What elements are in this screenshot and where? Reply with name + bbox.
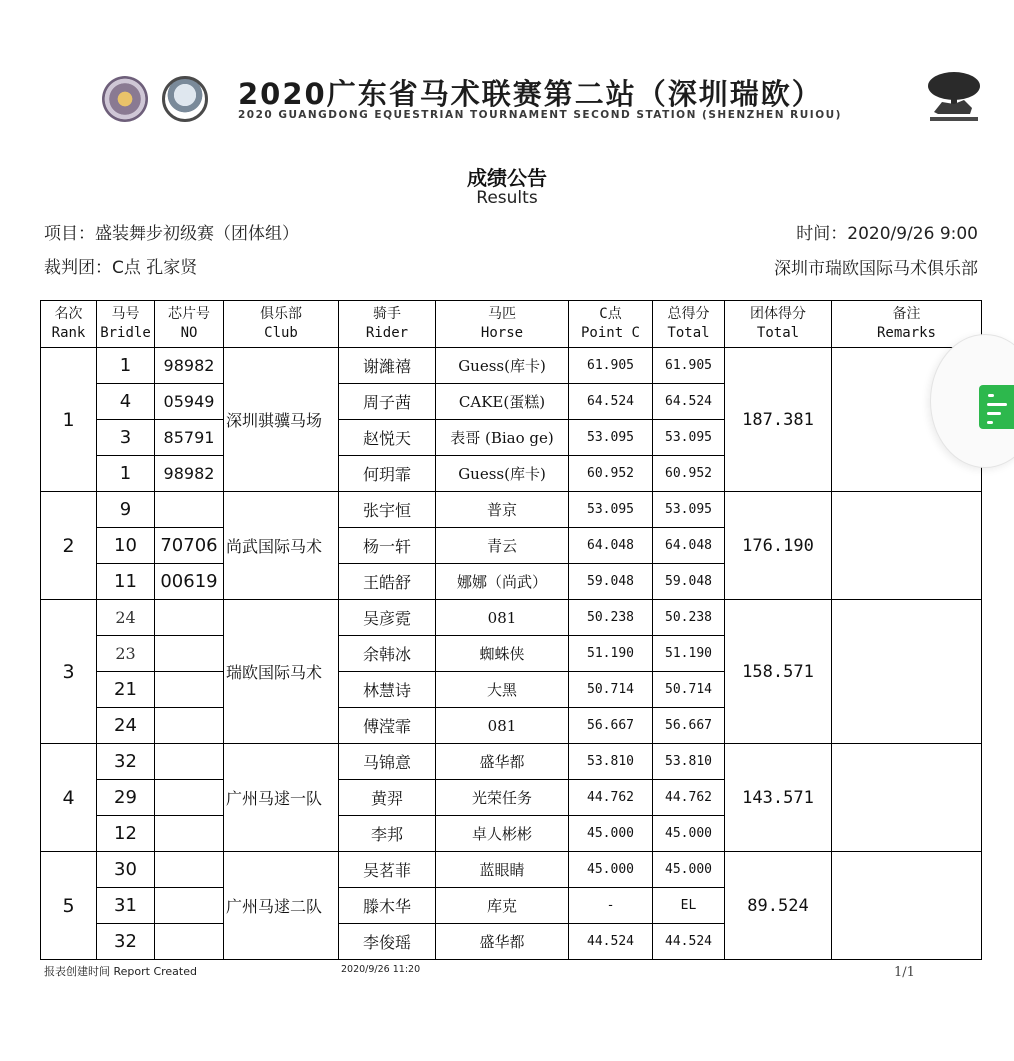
- chip-cell: 98982: [155, 456, 224, 492]
- rider-cell: 赵悦天: [339, 420, 436, 456]
- column-header: [224, 301, 339, 348]
- bridle-cell: 21: [97, 672, 155, 708]
- rank-cell: 3: [41, 600, 97, 744]
- chip-cell: 00619: [155, 564, 224, 600]
- club-cell: 广州马逑二队: [224, 852, 339, 960]
- bridle-cell: 30: [97, 852, 155, 888]
- rider-cell: 张宇恒: [339, 492, 436, 528]
- column-header: [725, 301, 832, 348]
- table-row: [41, 492, 982, 528]
- rider-cell: 黄羿: [339, 780, 436, 816]
- total-cell: 53.095: [653, 492, 725, 528]
- club-cell: 尚武国际马术: [224, 492, 339, 600]
- team-total-cell: 158.571: [725, 600, 832, 744]
- point-c-cell: 45.000: [569, 816, 653, 852]
- bridle-cell: 23: [97, 636, 155, 672]
- remarks-cell: [832, 852, 982, 960]
- point-c-cell: 53.095: [569, 492, 653, 528]
- column-header: [436, 301, 569, 348]
- bridle-cell: 29: [97, 780, 155, 816]
- bridle-cell: 32: [97, 744, 155, 780]
- results-table: [40, 300, 982, 960]
- chip-cell: [155, 492, 224, 528]
- horse-cell: 光荣任务: [436, 780, 569, 816]
- rider-cell: 何玥霏: [339, 456, 436, 492]
- rider-cell: 李俊瑶: [339, 924, 436, 960]
- column-header: [339, 301, 436, 348]
- total-cell: 45.000: [653, 852, 725, 888]
- column-header-en: Remarks: [876, 325, 936, 341]
- point-c-cell: 44.762: [569, 780, 653, 816]
- column-header-cn: 俱乐部: [260, 306, 302, 323]
- team-total-cell: 176.190: [725, 492, 832, 600]
- column-header-cn: 芯片号: [168, 306, 210, 323]
- rider-cell: 吴彦霓: [339, 600, 436, 636]
- horse-cell: Guess(库卡): [436, 456, 569, 492]
- point-c-cell: 53.810: [569, 744, 653, 780]
- column-header-en: Point C: [580, 325, 640, 341]
- chip-cell: [155, 852, 224, 888]
- results-body: [41, 348, 982, 960]
- total-cell: 44.524: [653, 924, 725, 960]
- column-header: [653, 301, 725, 348]
- bridle-cell: 24: [97, 708, 155, 744]
- total-cell: 61.905: [653, 348, 725, 384]
- total-cell: 59.048: [653, 564, 725, 600]
- rider-cell: 谢濰禧: [339, 348, 436, 384]
- chip-cell: [155, 924, 224, 960]
- bridle-cell: 1: [97, 456, 155, 492]
- rider-cell: 吴茗菲: [339, 852, 436, 888]
- club-cell: 广州马逑一队: [224, 744, 339, 852]
- rank-cell: 5: [41, 852, 97, 960]
- rider-cell: 滕木华: [339, 888, 436, 924]
- rank-cell: 1: [41, 348, 97, 492]
- event-time: 时间：2020/9/26 9:00: [796, 224, 978, 244]
- point-c-cell: 53.095: [569, 420, 653, 456]
- total-cell: 64.524: [653, 384, 725, 420]
- horse-cell: 娜娜（尚武）: [436, 564, 569, 600]
- point-c-cell: 44.524: [569, 924, 653, 960]
- point-c-cell: 60.952: [569, 456, 653, 492]
- point-c-cell: 45.000: [569, 852, 653, 888]
- column-header-cn: C点: [599, 306, 622, 323]
- column-header: [97, 301, 155, 348]
- table-row: [41, 852, 982, 888]
- total-cell: 56.667: [653, 708, 725, 744]
- horse-cell: 普京: [436, 492, 569, 528]
- rank-cell: 4: [41, 744, 97, 852]
- rider-cell: 傅滢霏: [339, 708, 436, 744]
- chip-cell: [155, 888, 224, 924]
- rider-cell: 王皓舒: [339, 564, 436, 600]
- horse-cell: 081: [436, 708, 569, 744]
- chip-cell: [155, 600, 224, 636]
- total-cell: 44.762: [653, 780, 725, 816]
- rider-cell: 杨一轩: [339, 528, 436, 564]
- column-header-cn: 马匹: [488, 306, 516, 323]
- column-header: [569, 301, 653, 348]
- total-cell: 64.048: [653, 528, 725, 564]
- horse-cell: 大黑: [436, 672, 569, 708]
- horse-cell: 盛华都: [436, 744, 569, 780]
- point-c-cell: 51.190: [569, 636, 653, 672]
- point-c-cell: 64.524: [569, 384, 653, 420]
- table-header-row: [41, 301, 982, 348]
- table-row: [41, 600, 982, 636]
- bridle-cell: 9: [97, 492, 155, 528]
- column-header-en: NO: [180, 325, 198, 341]
- bridle-cell: 10: [97, 528, 155, 564]
- document-list-icon[interactable]: [979, 385, 1014, 429]
- chip-cell: [155, 672, 224, 708]
- chip-cell: [155, 816, 224, 852]
- column-header-en: Bridle: [100, 325, 151, 341]
- total-cell: 60.952: [653, 456, 725, 492]
- judges-panel: 裁判团：C点 孔家贤: [44, 258, 198, 278]
- column-header-en: Total: [756, 325, 800, 341]
- column-header: [41, 301, 97, 348]
- total-cell: 51.190: [653, 636, 725, 672]
- team-total-cell: 89.524: [725, 852, 832, 960]
- point-c-cell: 50.714: [569, 672, 653, 708]
- total-cell: 53.095: [653, 420, 725, 456]
- bridle-cell: 1: [97, 348, 155, 384]
- point-c-cell: 59.048: [569, 564, 653, 600]
- chip-cell: [155, 708, 224, 744]
- horse-cell: 蓝眼睛: [436, 852, 569, 888]
- horse-cell: 081: [436, 600, 569, 636]
- total-cell: 50.714: [653, 672, 725, 708]
- association-logo-icon: [162, 76, 208, 122]
- chip-cell: 85791: [155, 420, 224, 456]
- column-header-cn: 骑手: [373, 306, 401, 323]
- event-banner: [96, 66, 986, 130]
- bridle-cell: 3: [97, 420, 155, 456]
- column-header-cn: 总得分: [667, 306, 710, 323]
- federation-logo-icon: [102, 76, 148, 122]
- point-c-cell: 64.048: [569, 528, 653, 564]
- remarks-cell: [832, 600, 982, 744]
- column-header-cn: 备注: [892, 306, 921, 323]
- event-name: 项目：盛装舞步初级赛（团体组）: [44, 224, 299, 244]
- document-subtitle: Results: [476, 188, 538, 208]
- club-cell: 深圳骐骥马场: [224, 348, 339, 492]
- chip-cell: 98982: [155, 348, 224, 384]
- column-header-en: Total: [667, 325, 710, 341]
- chip-cell: [155, 636, 224, 672]
- bridle-cell: 12: [97, 816, 155, 852]
- total-cell: 45.000: [653, 816, 725, 852]
- club-tree-horse-logo-icon: [924, 68, 984, 124]
- rider-cell: 马锦意: [339, 744, 436, 780]
- column-header-cn: 团体得分: [750, 306, 806, 323]
- horse-cell: 盛华都: [436, 924, 569, 960]
- rider-cell: 李邦: [339, 816, 436, 852]
- horse-cell: 卓人彬彬: [436, 816, 569, 852]
- rider-cell: 余韩冰: [339, 636, 436, 672]
- horse-cell: CAKE(蛋糕): [436, 384, 569, 420]
- total-cell: EL: [653, 888, 725, 924]
- column-header-cn: 马号: [111, 306, 140, 323]
- remarks-cell: [832, 744, 982, 852]
- rider-cell: 林慧诗: [339, 672, 436, 708]
- report-created-label: 报表创建时间 Report Created: [44, 965, 197, 978]
- bridle-cell: 11: [97, 564, 155, 600]
- horse-cell: 表哥 (Biao ge): [436, 420, 569, 456]
- club-cell: 瑞欧国际马术: [224, 600, 339, 744]
- table-row: [41, 348, 982, 384]
- point-c-cell: -: [569, 888, 653, 924]
- organizer: 深圳市瑞欧国际马术俱乐部: [774, 259, 978, 279]
- chip-cell: [155, 780, 224, 816]
- column-header-en: Horse: [480, 325, 524, 341]
- bridle-cell: 31: [97, 888, 155, 924]
- bridle-cell: 32: [97, 924, 155, 960]
- point-c-cell: 50.238: [569, 600, 653, 636]
- horse-cell: 蜘蛛侠: [436, 636, 569, 672]
- rank-cell: 2: [41, 492, 97, 600]
- rider-cell: 周子茜: [339, 384, 436, 420]
- report-created-time: 2020/9/26 11:20: [341, 964, 421, 975]
- page-number: 1/1: [894, 965, 915, 980]
- remarks-cell: [832, 492, 982, 600]
- chip-cell: [155, 744, 224, 780]
- column-header: [155, 301, 224, 348]
- total-cell: 53.810: [653, 744, 725, 780]
- point-c-cell: 61.905: [569, 348, 653, 384]
- column-header-cn: 名次: [54, 306, 83, 323]
- bridle-cell: 4: [97, 384, 155, 420]
- column-header-en: Rider: [365, 325, 409, 341]
- point-c-cell: 56.667: [569, 708, 653, 744]
- horse-cell: 青云: [436, 528, 569, 564]
- banner-subtitle: 2020 GUANGDONG EQUESTRIAN TOURNAMENT SECOND STATION (SHENZHEN RUIOU): [238, 109, 842, 121]
- team-total-cell: 187.381: [725, 348, 832, 492]
- banner-title: 2020广东省马术联赛第二站（深圳瑞欧）: [238, 77, 823, 111]
- chip-cell: 05949: [155, 384, 224, 420]
- column-header-en: Club: [264, 325, 298, 341]
- table-row: [41, 744, 982, 780]
- horse-cell: 库克: [436, 888, 569, 924]
- document-title: 成绩公告: [467, 166, 547, 190]
- column-header-en: Rank: [51, 325, 86, 341]
- team-total-cell: 143.571: [725, 744, 832, 852]
- chip-cell: 70706: [155, 528, 224, 564]
- horse-cell: Guess(库卡): [436, 348, 569, 384]
- bridle-cell: 24: [97, 600, 155, 636]
- total-cell: 50.238: [653, 600, 725, 636]
